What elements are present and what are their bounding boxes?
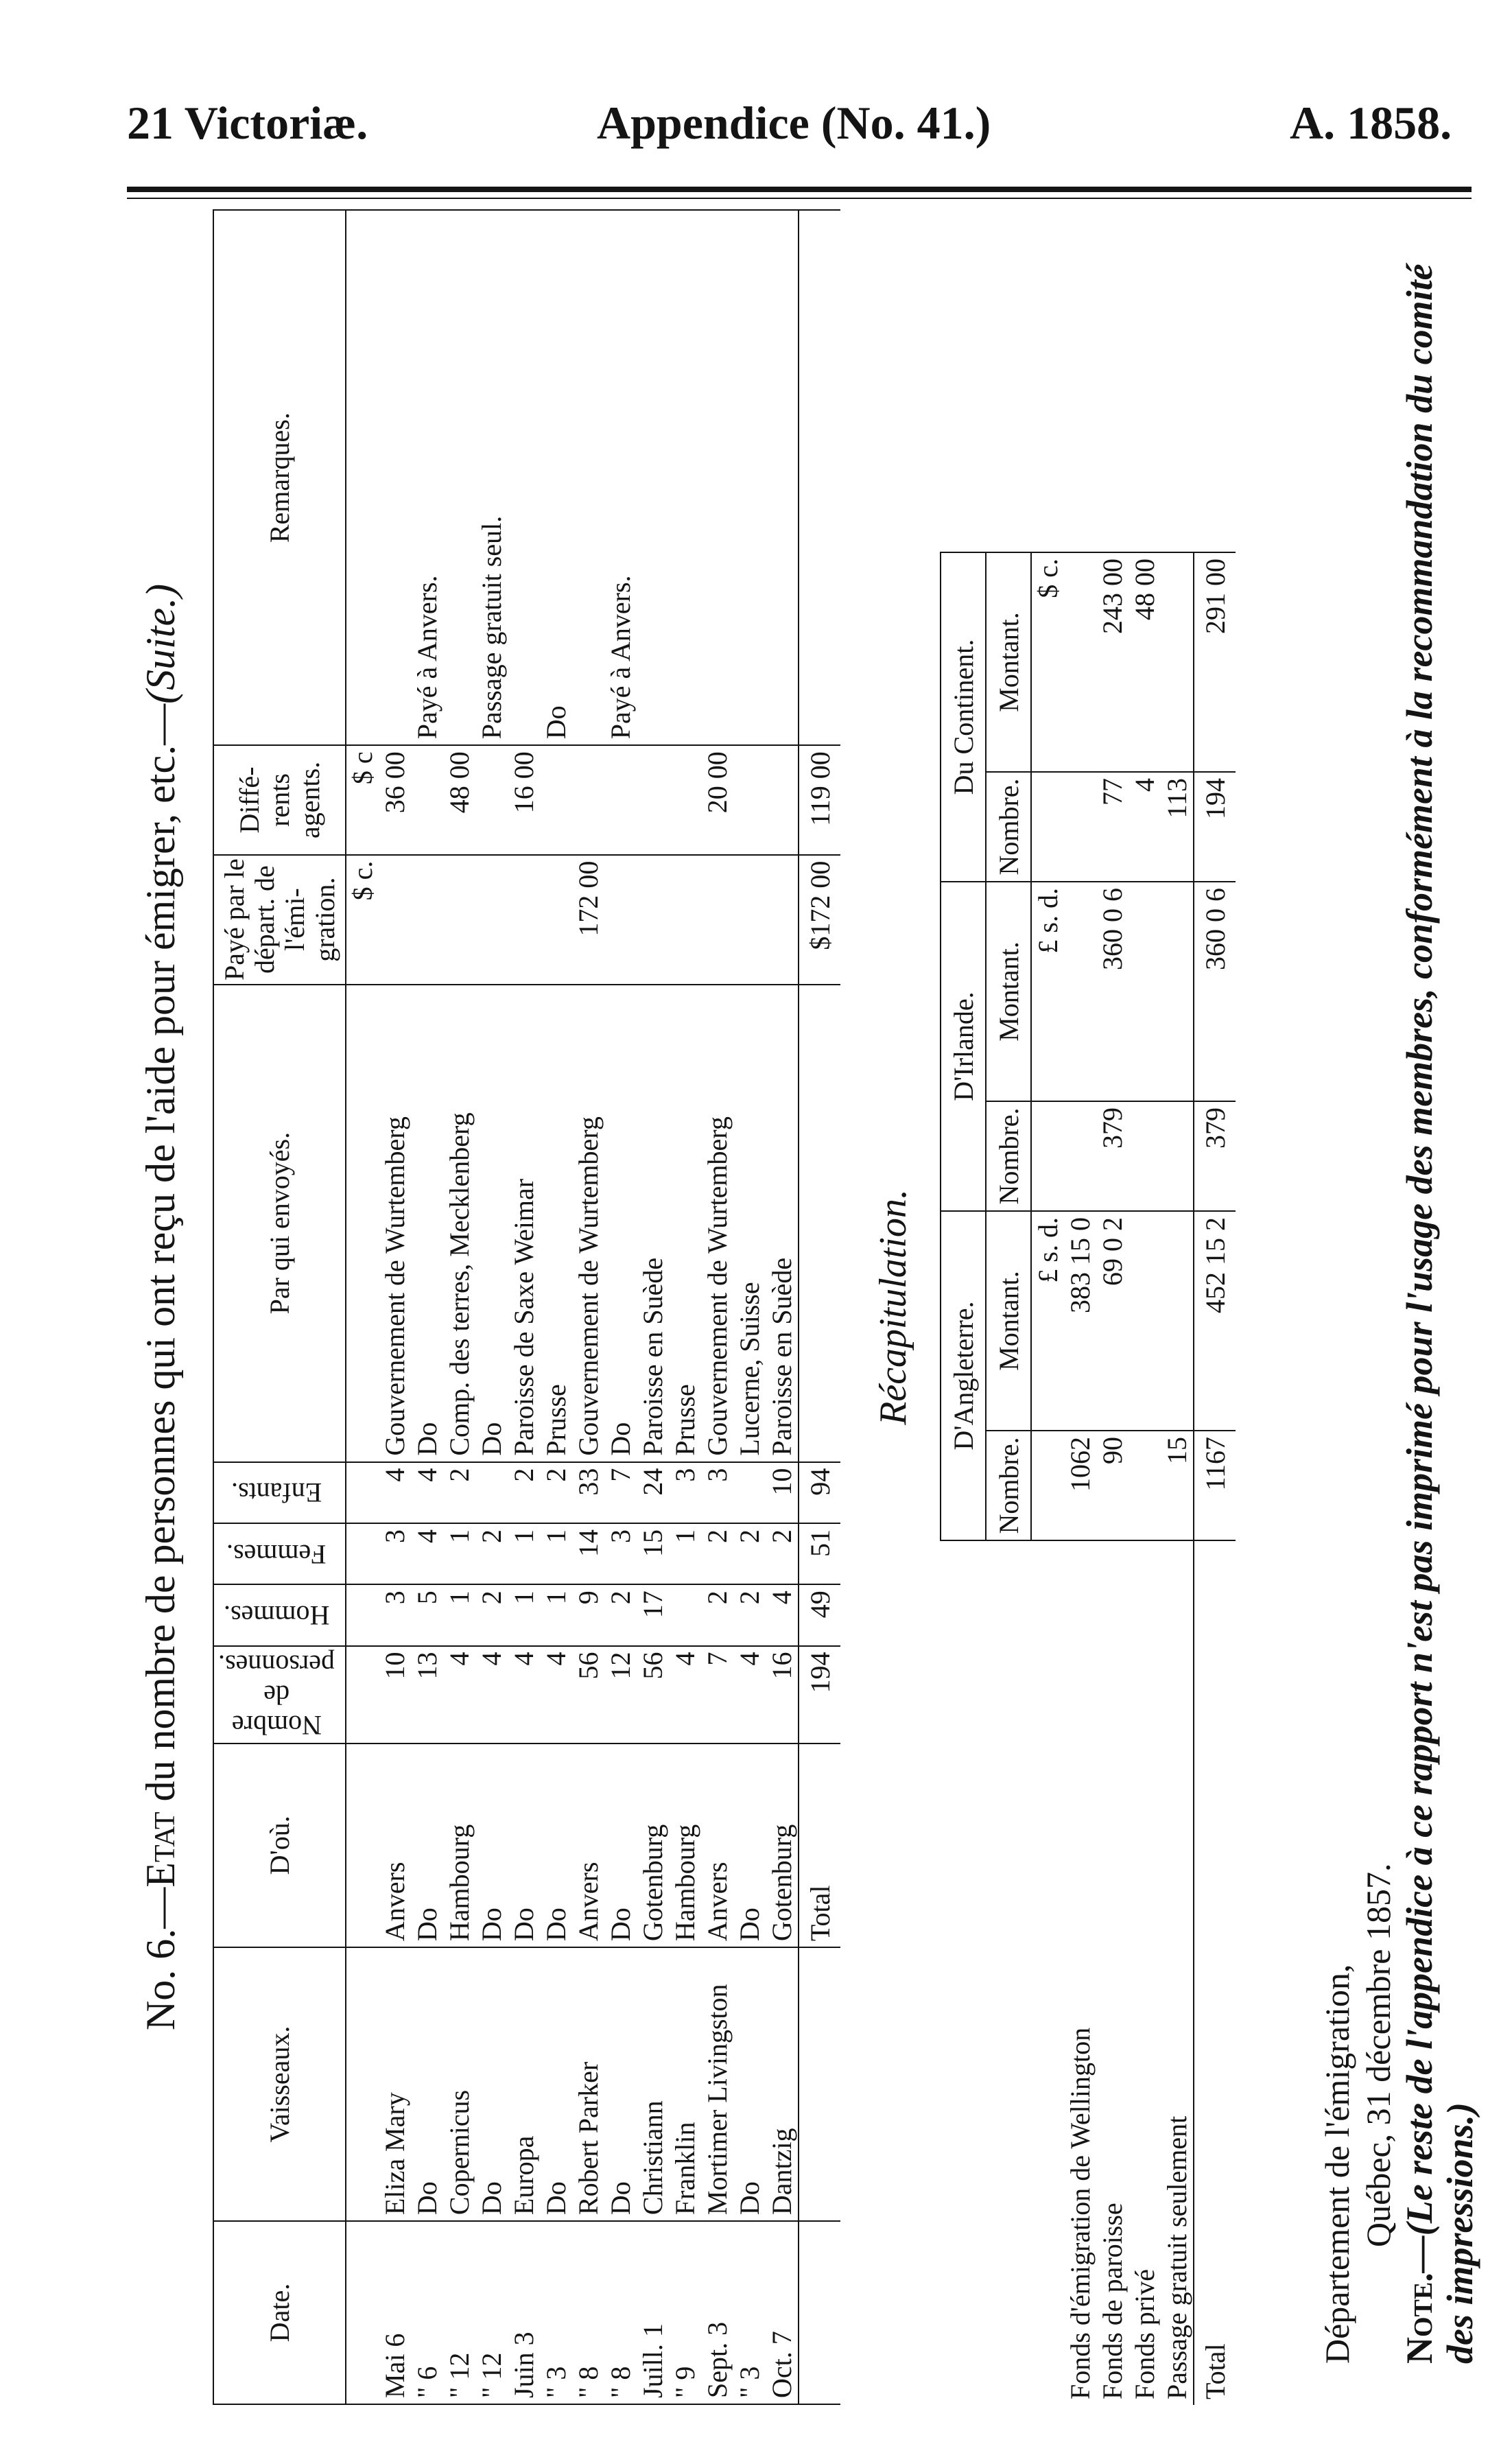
footer-date: Québec, 31 décembre 1857. (1359, 1863, 1397, 2247)
cell-date: Mai 6 (379, 2221, 411, 2404)
cell-enfants: 10 (766, 1462, 799, 1523)
cell-paye (766, 855, 799, 985)
recap-row (1129, 209, 1161, 2405)
cell-dou: Anvers (701, 1744, 733, 1948)
cell-remarques: Passage gratuit seul. (475, 210, 508, 745)
total-enfants: 94 (799, 1462, 840, 1523)
header-center: Appendice (No. 41.) (597, 97, 991, 149)
recap-cell-ang-n (1129, 1431, 1161, 1540)
cell-differents (540, 745, 572, 854)
total-paye: $172 00 (799, 855, 840, 985)
cell-par-qui: Prusse (540, 985, 572, 1462)
cell-paye (379, 855, 411, 985)
cell-date: Oct. 7 (766, 2221, 799, 2404)
unit-differents: $ c (346, 745, 379, 854)
cell-vaisseau: Robert Parker (572, 1947, 604, 2221)
note-text: —(Le reste de l'appendice à ce rapport n'est pas imprimé pour l'usage des membres, conformément à la recommandation du comité des impressions.) (1399, 263, 1481, 2364)
footer-department: Département de l'émigration, (1318, 1964, 1356, 2364)
cell-dou: Anvers (379, 1744, 411, 1948)
cell-nombre: 10 (379, 1646, 411, 1744)
cell-vaisseau: Mortimer Livingston (701, 1947, 733, 2221)
recap-cell-label: Fonds de paroisse (1096, 1540, 1129, 2405)
table-row (733, 210, 766, 2404)
cell-differents: 16 00 (508, 745, 540, 854)
cell-nombre: 4 (733, 1646, 766, 1744)
cell-differents (669, 745, 701, 854)
cell-hommes: 2 (475, 1584, 508, 1645)
recap-ang-montant: Montant. (986, 1211, 1031, 1431)
cell-hommes: 3 (379, 1584, 411, 1645)
cell-par-qui: Do (411, 985, 443, 1462)
cell-hommes: 9 (572, 1584, 604, 1645)
cell-enfants: 3 (701, 1462, 733, 1523)
cell-nombre: 4 (540, 1646, 572, 1744)
cell-paye (701, 855, 733, 985)
recap-cell-ang-n: 1167 (1194, 1431, 1236, 1540)
recap-cell-irl-n (1161, 1101, 1194, 1211)
cell-femmes: 2 (766, 1523, 799, 1584)
cell-dou: Do (540, 1744, 572, 1948)
cell-dou: Do (475, 1744, 508, 1948)
cell-femmes: 15 (637, 1523, 669, 1584)
recap-cell-irl-m: 360 0 6 (1194, 882, 1236, 1101)
title-prefix: No. 6.— (138, 1887, 183, 2031)
col-hommes (213, 1584, 346, 1645)
recap-title: Récapitulation. (872, 1189, 914, 1425)
recap-cell-ang-n: 1062 (1064, 1431, 1096, 1540)
cell-dou: Gotenburg (766, 1744, 799, 1948)
main-header-row (213, 210, 346, 2404)
cell-enfants: 2 (443, 1462, 475, 1523)
recap-cell-ang-n: 90 (1096, 1431, 1129, 1540)
unit-paye: $ c. (346, 855, 379, 985)
cell-hommes: 2 (604, 1584, 637, 1645)
recap-cell-con-n: 113 (1161, 772, 1194, 882)
cell-remarques (733, 210, 766, 745)
cell-par-qui: Do (604, 985, 637, 1462)
cell-hommes: 2 (733, 1584, 766, 1645)
recap-unit-con: $ c. (1031, 552, 1064, 772)
units-row (346, 210, 379, 2404)
cell-paye (733, 855, 766, 985)
recap-sub-row (986, 209, 1031, 2405)
cell-par-qui: Prusse (669, 985, 701, 1462)
cell-dou: Do (508, 1744, 540, 1948)
cell-nombre: 4 (508, 1646, 540, 1744)
rotated-page (130, 209, 1481, 2405)
title-etat: Etat (138, 1811, 183, 1888)
col-paye: Payé par le départ. de l'émi- gration. (213, 855, 346, 985)
recap-continent: Du Continent. (941, 552, 986, 882)
cell-differents: 20 00 (701, 745, 733, 854)
table-row (701, 210, 733, 2404)
emigration-table (213, 209, 840, 2405)
cell-remarques: Do (540, 210, 572, 745)
recap-cell-label: Total (1194, 1540, 1236, 2405)
recap-cell-con-m: 243 00 (1096, 552, 1129, 772)
cell-vaisseau: Eliza Mary (379, 1947, 411, 2221)
table-row (540, 210, 572, 2404)
table-row (508, 210, 540, 2404)
recap-cell-irl-m (1129, 882, 1161, 1101)
cell-date: " 12 (443, 2221, 475, 2404)
col-differents: Diffé- rents agents. (213, 745, 346, 854)
cell-par-qui: Lucerne, Suisse (733, 985, 766, 1462)
cell-dou: Hambourg (669, 1744, 701, 1948)
cell-dou: Do (411, 1744, 443, 1948)
header-left: 21 Victoriæ. (127, 97, 368, 149)
cell-paye (411, 855, 443, 985)
cell-paye (508, 855, 540, 985)
recap-unit-ang: £ s. d. (1031, 1211, 1064, 1431)
col-nombre (213, 1646, 346, 1744)
cell-nombre: 7 (701, 1646, 733, 1744)
cell-vaisseau: Dantzig (766, 1947, 799, 2221)
recap-cell-label: Passage gratuit seulement (1161, 1540, 1194, 2405)
recap-row (1161, 209, 1194, 2405)
cell-femmes: 2 (701, 1523, 733, 1584)
recap-body (1031, 209, 1236, 2405)
recap-total-row (1194, 209, 1236, 2405)
cell-femmes: 3 (379, 1523, 411, 1584)
recap-cell-irl-n: 379 (1096, 1101, 1129, 1211)
recap-cell-irl-m: 360 0 6 (1096, 882, 1129, 1101)
recap-cell-con-n: 194 (1194, 772, 1236, 882)
title-text: du nombre de personnes qui ont reçu de l'aide pour émigrer, etc.— (138, 703, 183, 1812)
recap-con-nombre: Nombre. (986, 772, 1031, 882)
table-row (379, 210, 411, 2404)
cell-enfants (733, 1462, 766, 1523)
cell-par-qui: Paroisse de Saxe Weimar (508, 985, 540, 1462)
table-title (137, 209, 185, 2405)
col-enfants-label: Enfants. (231, 1477, 322, 1509)
cell-paye (443, 855, 475, 985)
cell-nombre: 13 (411, 1646, 443, 1744)
total-label: Total (799, 1744, 840, 1948)
cell-date: Sept. 3 (701, 2221, 733, 2404)
cell-dou: Hambourg (443, 1744, 475, 1948)
cell-vaisseau: Do (540, 1947, 572, 2221)
recap-cell-irl-m (1161, 882, 1194, 1101)
cell-par-qui: Comp. des terres, Mecklenberg (443, 985, 475, 1462)
recap-cell-label: Fonds d'émigration de Wellington (1064, 1540, 1096, 2405)
cell-enfants: 2 (540, 1462, 572, 1523)
cell-nombre: 56 (637, 1646, 669, 1744)
cell-femmes: 1 (443, 1523, 475, 1584)
footer-note (1399, 223, 1481, 2364)
cell-remarques (379, 210, 411, 745)
cell-remarques: Payé à Anvers. (411, 210, 443, 745)
cell-femmes: 4 (411, 1523, 443, 1584)
cell-hommes: 5 (411, 1584, 443, 1645)
col-par-qui: Par qui envoyés. (213, 985, 346, 1462)
cell-nombre: 4 (669, 1646, 701, 1744)
cell-paye (475, 855, 508, 985)
cell-differents (637, 745, 669, 854)
cell-femmes: 1 (508, 1523, 540, 1584)
recap-con-montant: Montant. (986, 552, 1031, 772)
cell-enfants: 7 (604, 1462, 637, 1523)
cell-differents (733, 745, 766, 854)
recap-cell-ang-m: 69 0 2 (1096, 1211, 1129, 1431)
recap-cell-con-m: 48 00 (1129, 552, 1161, 772)
recap-cell-con-m (1161, 552, 1194, 772)
recap-cell-irl-n (1064, 1101, 1096, 1211)
cell-date: Juill. 1 (637, 2221, 669, 2404)
header-right: A. 1858. (1290, 97, 1452, 149)
recap-cell-irl-n (1129, 1101, 1161, 1211)
cell-femmes: 1 (669, 1523, 701, 1584)
cell-femmes: 1 (540, 1523, 572, 1584)
cell-nombre: 16 (766, 1646, 799, 1744)
recap-ang-nombre: Nombre. (986, 1431, 1031, 1540)
main-table-body (346, 210, 840, 2404)
recap-row (1096, 209, 1129, 2405)
table-row (637, 210, 669, 2404)
table-row (766, 210, 799, 2404)
cell-nombre: 56 (572, 1646, 604, 1744)
recap-unit-irl: £ s. d. (1031, 882, 1064, 1101)
cell-dou: Anvers (572, 1744, 604, 1948)
cell-par-qui: Paroisse en Suède (637, 985, 669, 1462)
cell-remarques (766, 210, 799, 745)
cell-par-qui: Gouvernement de Wurtemberg (379, 985, 411, 1462)
cell-femmes: 14 (572, 1523, 604, 1584)
table-row (604, 210, 637, 2404)
recap-cell-label: Fonds privé (1129, 1540, 1161, 2405)
cell-remarques (669, 210, 701, 745)
recap-cell-ang-n: 15 (1161, 1431, 1194, 1540)
col-dou: D'où. (213, 1744, 346, 1948)
cell-differents (572, 745, 604, 854)
cell-enfants (475, 1462, 508, 1523)
recap-cell-irl-n: 379 (1194, 1101, 1236, 1211)
recap-cell-con-n: 77 (1096, 772, 1129, 882)
total-nombre: 194 (799, 1646, 840, 1744)
col-enfants (213, 1462, 346, 1523)
col-femmes-label: Femmes. (226, 1538, 327, 1570)
recap-group-row (941, 209, 986, 2405)
cell-date: " 6 (411, 2221, 443, 2404)
cell-par-qui: Do (475, 985, 508, 1462)
cell-dou: Do (604, 1744, 637, 1948)
table-row (669, 210, 701, 2404)
recap-irlande: D'Irlande. (941, 882, 986, 1211)
cell-hommes: 1 (508, 1584, 540, 1645)
cell-enfants: 2 (508, 1462, 540, 1523)
cell-differents: 48 00 (443, 745, 475, 854)
cell-vaisseau: Copernicus (443, 1947, 475, 2221)
cell-remarques (701, 210, 733, 745)
col-date: Date. (213, 2221, 346, 2404)
cell-vaisseau: Christiann (637, 1947, 669, 2221)
cell-vaisseau: Franklin (669, 1947, 701, 2221)
col-vaisseaux: Vaisseaux. (213, 1947, 346, 2221)
cell-remarques (508, 210, 540, 745)
note-label: Note. (1399, 2273, 1440, 2364)
cell-date: Juin 3 (508, 2221, 540, 2404)
cell-hommes: 4 (766, 1584, 799, 1645)
cell-date: " 8 (604, 2221, 637, 2404)
total-hommes: 49 (799, 1584, 840, 1645)
table-row (475, 210, 508, 2404)
cell-paye: 172 00 (572, 855, 604, 985)
cell-enfants: 24 (637, 1462, 669, 1523)
col-remarques: Remarques. (213, 210, 346, 745)
cell-dou: Do (733, 1744, 766, 1948)
recap-table (940, 209, 1236, 2405)
cell-dou: Gotenburg (637, 1744, 669, 1948)
total-differents: 119 00 (799, 745, 840, 854)
cell-hommes: 2 (701, 1584, 733, 1645)
recap-row (1064, 209, 1096, 2405)
cell-hommes: 17 (637, 1584, 669, 1645)
cell-remarques: Payé à Anvers. (604, 210, 637, 745)
cell-nombre: 4 (475, 1646, 508, 1744)
col-nombre-label: Nombre de personnes. (218, 1649, 335, 1741)
cell-hommes (669, 1584, 701, 1645)
cell-differents (475, 745, 508, 854)
cell-date: " 8 (572, 2221, 604, 2404)
cell-femmes: 3 (604, 1523, 637, 1584)
cell-paye (604, 855, 637, 985)
cell-date: " 3 (540, 2221, 572, 2404)
recap-cell-ang-m: 452 15 2 (1194, 1211, 1236, 1431)
table-row (411, 210, 443, 2404)
cell-enfants: 4 (379, 1462, 411, 1523)
cell-date: " 9 (669, 2221, 701, 2404)
cell-paye (669, 855, 701, 985)
cell-vaisseau: Europa (508, 1947, 540, 2221)
table-row (572, 210, 604, 2404)
cell-hommes: 1 (443, 1584, 475, 1645)
total-femmes: 51 (799, 1523, 840, 1584)
table-row (443, 210, 475, 2404)
recap-units-row (1031, 209, 1064, 2405)
cell-date: " 3 (733, 2221, 766, 2404)
recap-irl-nombre: Nombre. (986, 1101, 1031, 1211)
cell-par-qui: Paroisse en Suède (766, 985, 799, 1462)
cell-differents: 36 00 (379, 745, 411, 854)
header-rule (127, 187, 1472, 192)
cell-remarques (443, 210, 475, 745)
recap-cell-ang-m: 383 15 0 (1064, 1211, 1096, 1431)
cell-vaisseau: Do (475, 1947, 508, 2221)
recap-cell-con-n (1064, 772, 1096, 882)
title-suite: (Suite.) (138, 583, 183, 704)
cell-differents (411, 745, 443, 854)
cell-enfants: 3 (669, 1462, 701, 1523)
cell-differents (766, 745, 799, 854)
cell-hommes: 1 (540, 1584, 572, 1645)
cell-remarques (637, 210, 669, 745)
cell-femmes: 2 (733, 1523, 766, 1584)
cell-vaisseau: Do (604, 1947, 637, 2221)
header-rule-thin (127, 198, 1472, 199)
recap-cell-con-m: 291 00 (1194, 552, 1236, 772)
cell-paye (540, 855, 572, 985)
recap-angleterre: D'Angleterre. (941, 1211, 986, 1540)
recap-cell-con-n: 4 (1129, 772, 1161, 882)
cell-par-qui: Gouvernement de Wurtemberg (701, 985, 733, 1462)
recap-cell-ang-m (1129, 1211, 1161, 1431)
recap-cell-con-m (1064, 552, 1096, 772)
cell-enfants: 4 (411, 1462, 443, 1523)
cell-vaisseau: Do (733, 1947, 766, 2221)
cell-par-qui: Gouvernement de Wurtemberg (572, 985, 604, 1462)
col-femmes (213, 1523, 346, 1584)
cell-date: " 12 (475, 2221, 508, 2404)
total-row (799, 210, 840, 2404)
recap-irl-montant: Montant. (986, 882, 1031, 1101)
cell-vaisseau: Do (411, 1947, 443, 2221)
cell-remarques (572, 210, 604, 745)
recap-cell-ang-m (1161, 1211, 1194, 1431)
cell-enfants: 33 (572, 1462, 604, 1523)
cell-paye (637, 855, 669, 985)
recap-cell-irl-m (1064, 882, 1096, 1101)
cell-nombre: 12 (604, 1646, 637, 1744)
cell-differents (604, 745, 637, 854)
cell-nombre: 4 (443, 1646, 475, 1744)
cell-femmes: 2 (475, 1523, 508, 1584)
col-hommes-label: Hommes. (223, 1599, 330, 1631)
